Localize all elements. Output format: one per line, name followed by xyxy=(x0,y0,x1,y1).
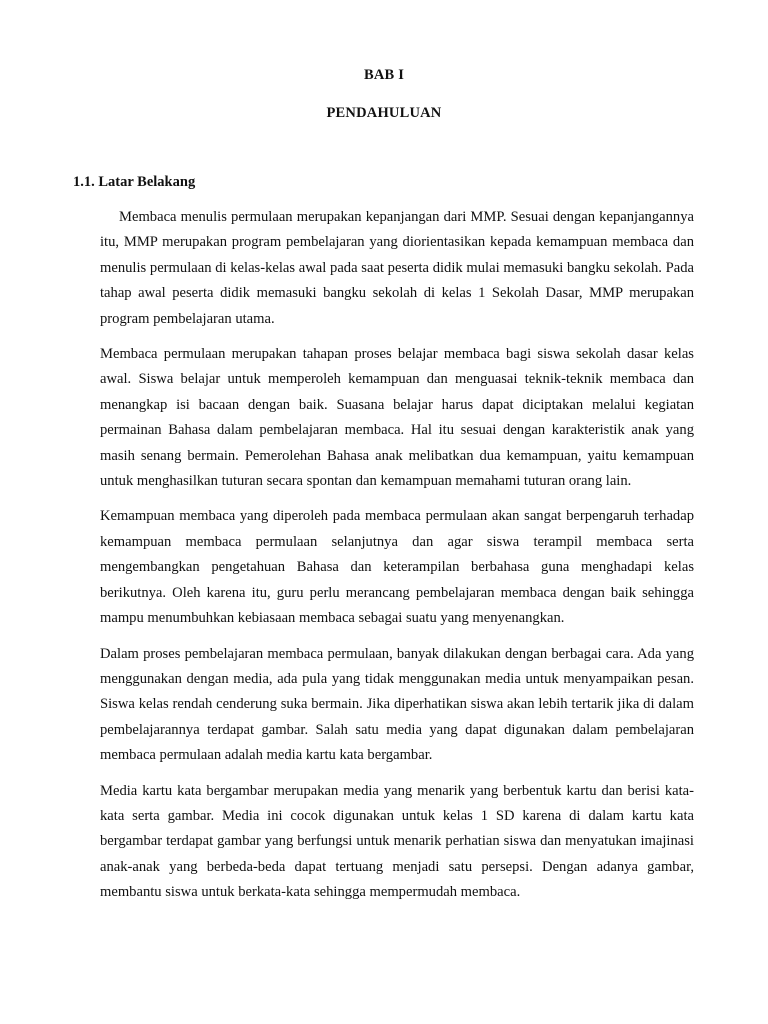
chapter-title: PENDAHULUAN xyxy=(326,105,442,121)
paragraph-3: Kemampuan membaca yang diperoleh pada membaca permulaan akan sangat berpengaruh terhadap kemampuan membaca permulaan selanjutnya dan agar siswa terampil membaca serta mengembangkan pengetahuan Bahasa dan keterampilan berbahasa guna menghadapi kelas berikutnya. Oleh karena itu, guru perlu merancang pembelajaran membaca dengan baik sehingga mampu menumbuhkan kebiasaan membaca sebagai suatu yang menyenangkan. xyxy=(100,508,694,627)
paragraph-2: Membaca permulaan merupakan tahapan proses belajar membaca bagi siswa sekolah dasar kelas awal. Siswa belajar untuk memperoleh kemampuan dan menguasai teknik-teknik membaca dan menangkap isi bacaan dengan baik. Suasana belajar harus dapat diciptakan melalui kegiatan permainan Bahasa dalam pembelajaran membaca. Hal itu sesuai dengan karakteristik anak yang masih senang bermain. Pemerolehan Bahasa anak melibatkan dua kemampuan, yaitu kemampuan untuk menghasilkan tuturan secara spontan dan kemampuan memahami tuturan orang lain. xyxy=(100,346,694,490)
paragraph-5: Media kartu kata bergambar merupakan media yang menarik yang berbentuk kartu dan berisi kata-kata serta gambar. Media ini cocok digunakan untuk kelas 1 SD karena di dalam kartu kata bergambar terdapat gambar yang berfungsi untuk menarik perhatian siswa dan menyatukan imajinasi anak-anak yang berbeda-beda dapat tertuang menjadi satu persepsi. Dengan adanya gambar, membantu siswa untuk berkata-kata sehingga mempermudah membaca. xyxy=(100,782,694,901)
chapter-number: BAB I xyxy=(363,67,405,83)
paragraph-1: Membaca menulis permulaan merupakan kepanjangan dari MMP. Sesuai dengan kepanjangannya itu, MMP merupakan program pembelajaran yang diorientasikan kepada kemampuan membaca dan menulis permulaan di kelas-kelas awal pada saat peserta didik mulai memasuki bangku sekolah. Pada tahap awal peserta didik memasuki bangku sekolah di kelas 1 Sekolah Dasar, MMP merupakan program pembelajaran utama. xyxy=(100,209,694,327)
section-heading: 1.1. Latar Belakang xyxy=(73,174,196,190)
document-body xyxy=(100,205,694,916)
paragraph-4: Dalam proses pembelajaran membaca permulaan, banyak dilakukan dengan berbagai cara. Ada yang menggunakan dengan media, ada pula yang tidak menggunakan media untuk menyampaikan pesan. Siswa kelas rendah cenderung suka bermain. Jika diperhatikan siswa akan lebih tertarik jika di dalam pembelajarannya terdapat gambar. Salah satu media yang dapat digunakan dalam pembelajaran membaca permulaan adalah media kartu kata bergambar. xyxy=(100,645,694,764)
